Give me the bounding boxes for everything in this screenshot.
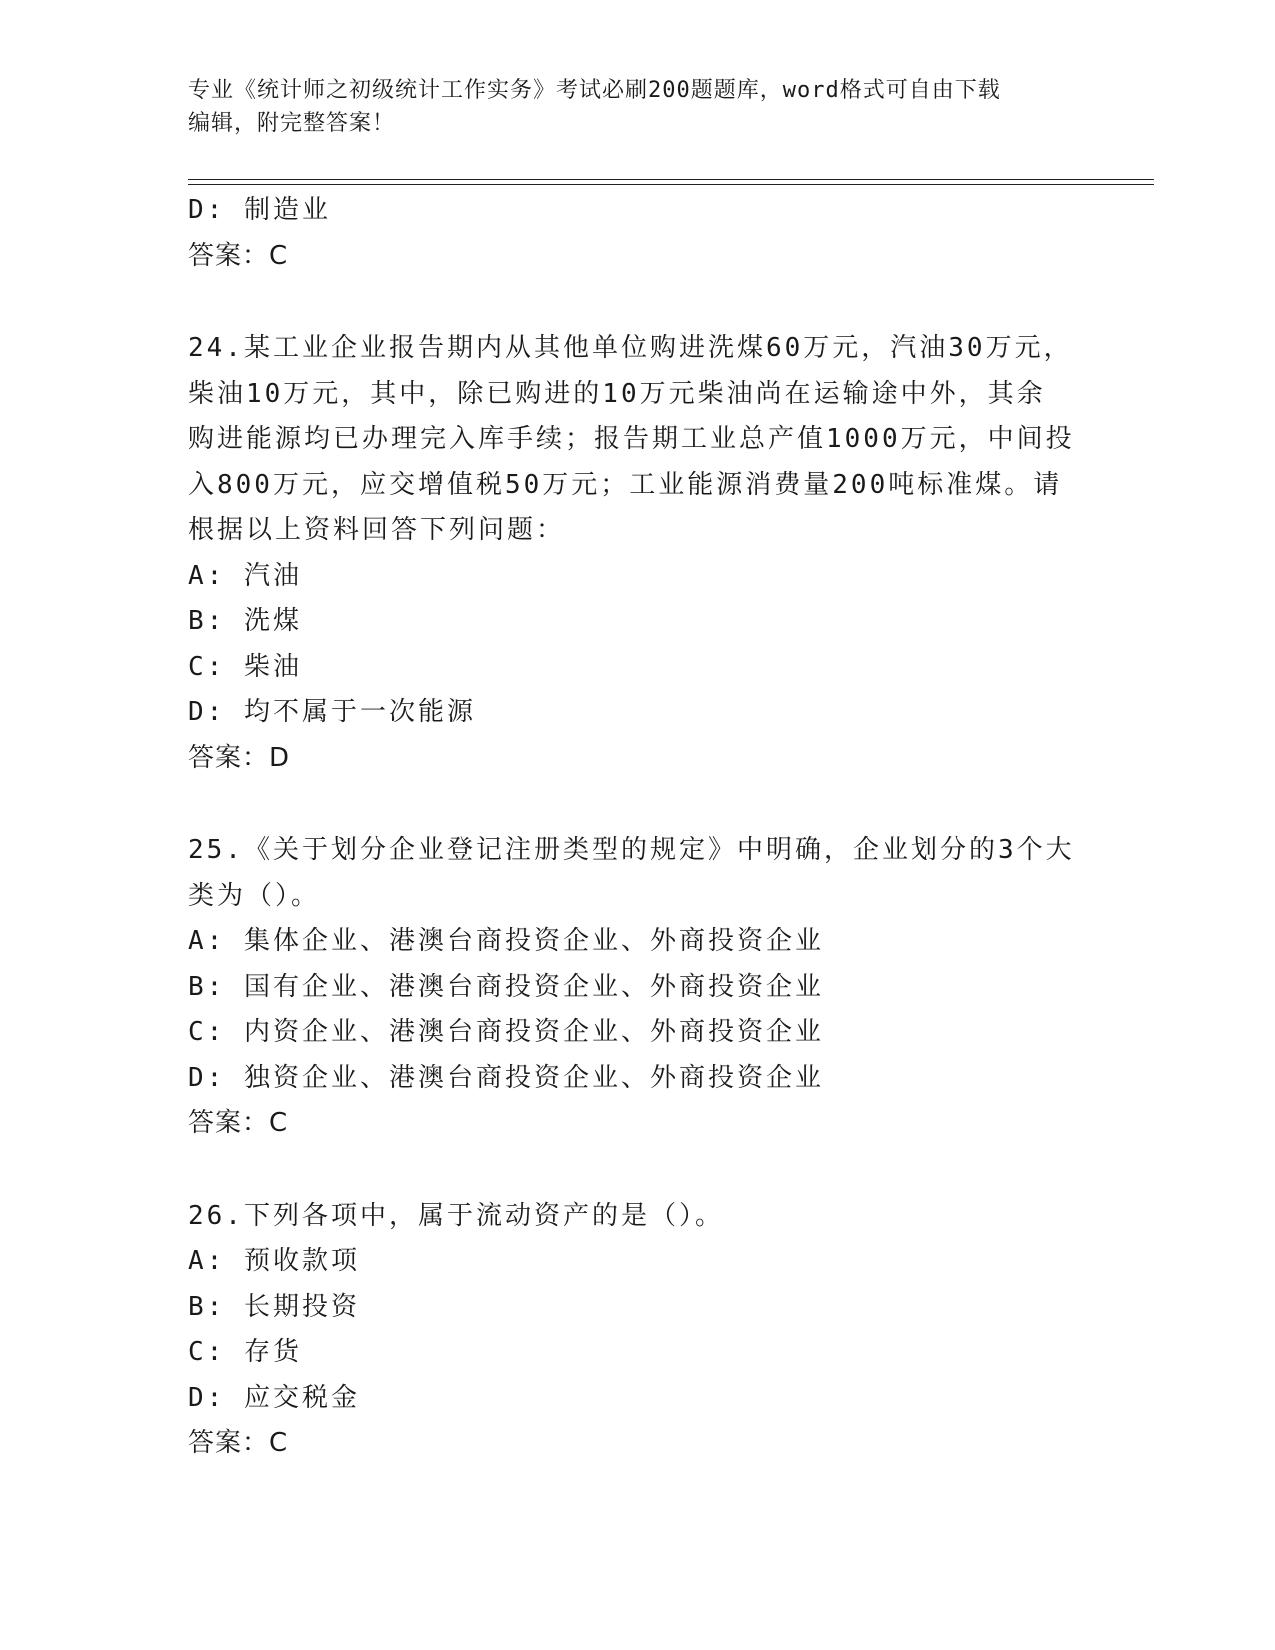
- header-rule-bottom: [188, 184, 1154, 185]
- answer: 答案：C: [188, 1108, 289, 1138]
- question-stem-line: 柴油10万元，其中，除已购进的10万元柴油尚在运输途中外，其余: [188, 378, 1046, 409]
- answer: 答案：C: [188, 1428, 289, 1458]
- option-d: D: 独资企业、港澳台商投资企业、外商投资企业: [188, 1062, 824, 1093]
- option-b: B: 洗煤: [188, 606, 302, 636]
- option-b: B: 长期投资: [188, 1291, 360, 1322]
- answer: 答案：D: [188, 742, 291, 773]
- question-stem-line: 入800万元，应交增值税50万元；工业能源消费量200吨标准煤。请: [188, 469, 1063, 500]
- question-23-tail: [188, 188, 1088, 279]
- option-d: D: 应交税金: [188, 1382, 360, 1413]
- option-d: D: 制造业: [188, 195, 331, 225]
- header-line-1: 专业《统计师之初级统计工作实务》考试必刷200题题库，word格式可自由下载: [188, 78, 1001, 103]
- answer: 答案：C: [188, 240, 289, 271]
- option-a: A: 预收款项: [188, 1246, 360, 1276]
- question-25: [188, 828, 1088, 1147]
- header-line-2: 编辑，附完整答案！: [188, 111, 396, 136]
- question-stem-line: 26.下列各项中，属于流动资产的是（）。: [188, 1200, 724, 1231]
- question-stem-line: 类为（）。: [188, 880, 321, 911]
- question-stem-line: 25.《关于划分企业登记注册类型的规定》中明确，企业划分的3个大: [188, 835, 1075, 865]
- option-a: A: 集体企业、港澳台商投资企业、外商投资企业: [188, 926, 824, 956]
- question-stem-line: 购进能源均已办理完入库手续；报告期工业总产值1000万元，中间投: [188, 424, 1075, 454]
- question-stem-line: 24.某工业企业报告期内从其他单位购进洗煤60万元，汽油30万元，: [188, 333, 1073, 363]
- option-d: D: 均不属于一次能源: [188, 697, 476, 727]
- question-26: [188, 1194, 1088, 1467]
- question-stem-line: 根据以上资料回答下列问题：: [188, 515, 566, 545]
- option-c: C: 柴油: [188, 651, 302, 682]
- question-24: [188, 326, 1088, 781]
- option-c: C: 内资企业、港澳台商投资企业、外商投资企业: [188, 1017, 824, 1047]
- option-b: B: 国有企业、港澳台商投资企业、外商投资企业: [188, 971, 824, 1002]
- option-a: A: 汽油: [188, 560, 302, 591]
- header-rule-top: [188, 179, 1154, 180]
- document-body: [188, 188, 1088, 1467]
- option-c: C: 存货: [188, 1337, 302, 1367]
- document-header: [188, 74, 1088, 140]
